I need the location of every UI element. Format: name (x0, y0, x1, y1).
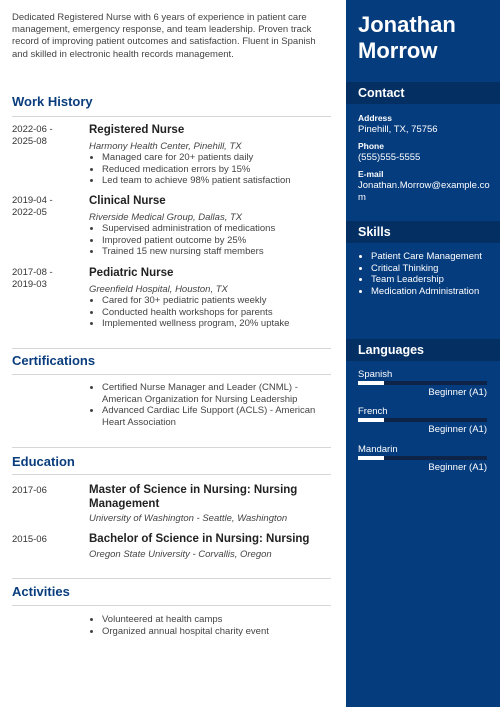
contact-heading: Contact (358, 86, 405, 100)
contact-heading-bar (346, 82, 500, 104)
divider (12, 578, 331, 579)
list-item: • Cared for 30+ pediatric patients weekly (102, 295, 342, 307)
list-item: • Supervised administration of medications (102, 223, 342, 235)
job-company: Greenfield Hospital, Houston, TX (89, 284, 228, 295)
sidebar (346, 0, 500, 707)
job-dates: 2017-08 - 2019-03 (12, 267, 53, 290)
activities-list (89, 614, 342, 637)
list-item: • Managed care for 20+ patients daily (102, 152, 342, 164)
language-level-fill (358, 456, 384, 460)
list-item: • Reduced medication errors by 15% (102, 164, 342, 176)
degree-title: Master of Science in Nursing: Nursing Management (89, 484, 298, 510)
list-item: • Trained 15 new nursing staff members (102, 246, 342, 258)
language-level-fill (358, 381, 384, 385)
list-item: • Critical Thinking (371, 263, 496, 275)
language-level: Beginner (A1) (428, 462, 487, 473)
list-item: • Patient Care Management (371, 251, 496, 263)
education-date: 2015-06 (12, 534, 47, 545)
education-date: 2017-06 (12, 485, 47, 496)
name-first: Jonathan (358, 12, 456, 37)
languages-heading-bar (346, 339, 500, 361)
email-label: E-mail (358, 169, 384, 179)
job-company: Harmony Health Center, Pinehill, TX (89, 141, 242, 152)
divider (12, 348, 331, 349)
email-value: Jonathan.Morrow@example.com (358, 180, 490, 203)
list-item: • Organized annual hospital charity event (102, 626, 342, 638)
list-item: • Volunteered at health camps (102, 614, 342, 626)
list-item: • Advanced Cardiac Life Support (ACLS) - American Heart Association (102, 405, 340, 428)
list-item: • Team Leadership (371, 274, 496, 286)
candidate-name (358, 12, 456, 64)
summary-text: Dedicated Registered Nurse with 6 years of experience in patient care management, emergency response, and team leadership. Proven track record of improving patient outcomes and satisfaction. Fluent in Spanish and skilled in electronic health records management. (12, 12, 316, 60)
skills-heading: Skills (358, 225, 391, 239)
job-bullets (89, 223, 342, 258)
list-item: • Medication Administration (371, 286, 496, 298)
school-name: Oregon State University - Corvallis, Oregon (89, 549, 272, 560)
language-level-bar (358, 381, 487, 385)
address-label: Address (358, 113, 393, 123)
divider (12, 605, 331, 606)
job-company: Riverside Medical Group, Dallas, TX (89, 212, 243, 223)
list-item: • Conducted health workshops for parents (102, 307, 342, 319)
job-title: Pediatric Nurse (89, 267, 174, 279)
language-name: Spanish (358, 369, 393, 380)
language-level-bar (358, 418, 487, 422)
address-value: Pinehill, TX, 75756 (358, 124, 438, 135)
language-name: French (358, 406, 388, 417)
job-bullets (89, 152, 342, 187)
job-title: Registered Nurse (89, 124, 185, 136)
language-name: Mandarin (358, 444, 398, 455)
degree-title: Bachelor of Science in Nursing: Nursing (89, 533, 310, 545)
list-item: • Led team to achieve 98% patient satisfaction (102, 175, 342, 187)
certifications-heading: Certifications (12, 353, 96, 368)
job-dates: 2019-04 - 2022-05 (12, 195, 53, 218)
skills-list (358, 251, 496, 297)
list-item: • Improved patient outcome by 25% (102, 235, 342, 247)
divider (12, 116, 331, 117)
phone-label: Phone (358, 141, 384, 151)
divider (12, 447, 331, 448)
list-item: • Implemented wellness program, 20% uptake (102, 318, 342, 330)
list-item: • Certified Nurse Manager and Leader (CNML) - American Organization for Nursing Leadership (102, 382, 340, 405)
language-level-bar (358, 456, 487, 460)
job-bullets (89, 295, 342, 330)
school-name: University of Washington - Seattle, Washington (89, 513, 288, 524)
job-dates: 2022-06 - 2025-08 (12, 124, 53, 147)
language-level: Beginner (A1) (428, 387, 487, 398)
language-level: Beginner (A1) (428, 424, 487, 435)
divider (12, 474, 331, 475)
name-last: Morrow (358, 38, 438, 63)
skills-heading-bar (346, 221, 500, 243)
divider (12, 374, 331, 375)
language-level-fill (358, 418, 384, 422)
work-history-heading: Work History (12, 94, 93, 109)
activities-heading: Activities (12, 584, 70, 599)
languages-heading: Languages (358, 343, 424, 357)
phone-value: (555)555-5555 (358, 152, 421, 163)
job-title: Clinical Nurse (89, 195, 166, 207)
certifications-list (89, 382, 340, 429)
education-heading: Education (12, 454, 75, 469)
